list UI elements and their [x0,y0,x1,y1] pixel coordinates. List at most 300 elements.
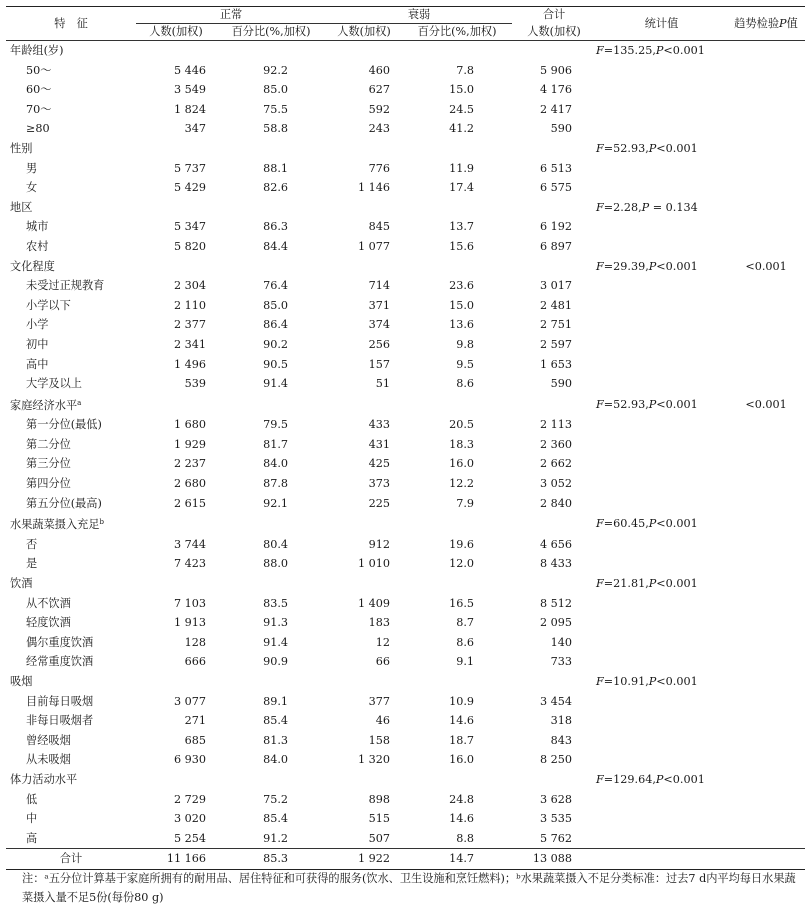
level-label: 轻度饮酒 [26,616,71,630]
empty-cell [512,257,596,277]
empty-cell [596,731,727,751]
normal-pct: 86.3 [263,220,289,234]
empty-cell [727,790,805,810]
normal-n: 3 744 [173,537,206,551]
empty-cell [596,652,727,672]
frail-n: 373 [368,477,391,491]
frail-pct: 16.0 [449,753,475,767]
table-row [6,613,805,633]
frail-n: 1 320 [357,753,391,767]
normal-n: 5 429 [173,181,206,195]
frail-pct: 7.9 [456,496,475,510]
table-row [6,731,805,751]
normal-n: 5 446 [173,63,206,77]
empty-cell [727,217,805,237]
frail-pct: 12.0 [449,557,475,571]
frail-pct: 11.9 [449,161,475,175]
normal-pct: 85.0 [263,83,289,97]
frail-n: 66 [375,655,391,669]
group-label-text: 年龄组(岁) [10,44,64,57]
empty-cell [596,296,727,316]
empty-cell [727,237,805,257]
empty-cell [326,513,402,535]
empty-cell [727,454,805,474]
empty-cell [326,257,402,277]
total-n: 3 017 [540,279,573,293]
header-total-n: 人数(加权) [512,24,596,41]
group-label [6,394,136,416]
table-row [6,535,805,555]
table-row [6,415,805,435]
empty-cell [596,415,727,435]
empty-cell [727,119,805,139]
empty-cell [326,198,402,218]
normal-pct: 89.1 [263,694,289,708]
frail-n: 425 [368,457,391,471]
empty-cell [727,750,805,770]
group-row [6,574,805,594]
level-label: 第五分位(最高) [26,496,102,510]
table-row [6,594,805,614]
header-total: 合计 [512,7,596,24]
frail-n: 776 [368,161,391,175]
empty-cell [727,633,805,653]
empty-cell [512,513,596,535]
frail-pct: 16.5 [449,596,475,610]
frail-pct: 23.6 [449,279,475,293]
empty-cell [727,594,805,614]
empty-cell [136,513,216,535]
header-normal: 正常 [136,7,326,24]
total-frail-pct: 14.7 [402,849,512,870]
level-label: 目前每日吸烟 [26,694,94,708]
total-n: 4 656 [540,537,573,551]
normal-pct: 90.9 [263,655,289,669]
frail-pct: 15.6 [449,239,475,253]
normal-n: 539 [184,377,206,391]
frail-pct: 12.2 [449,477,475,491]
empty-cell [136,139,216,159]
level-label: 农村 [26,239,49,253]
empty-cell [596,633,727,653]
empty-cell [727,61,805,81]
empty-cell [727,315,805,335]
group-label-text: 饮酒 [10,577,33,591]
table-footnote: 注：ᵃ五分位计算基于家庭所拥有的耐用品、居住特征和可获得的服务(饮水、卫生设施和烹饪燃料)；ᵇ水果蔬菜摄入不足分类标准：过去7 d内平均每日水果蔬菜摄入量不足5份(每份80 g) [22,872,796,904]
empty-cell [216,672,326,692]
table-row [6,374,805,394]
empty-cell [596,829,727,849]
empty-cell [596,355,727,375]
normal-n: 1 929 [173,437,206,451]
normal-n: 1 496 [173,357,206,371]
empty-cell [596,790,727,810]
frail-n: 845 [368,220,391,234]
level-label: 第四分位 [26,477,71,491]
table-row [6,750,805,770]
frail-pct: 13.6 [449,318,475,332]
table-row [6,100,805,120]
level-label: 城市 [26,220,49,234]
stat-value: F=21.81,P<0.001 [596,577,698,591]
empty-cell [402,198,512,218]
empty-cell [596,594,727,614]
normal-n: 128 [184,635,206,649]
empty-cell [727,849,805,870]
frailty-table [6,6,805,870]
empty-cell [136,41,216,61]
frail-n: 507 [368,831,391,845]
trend-p-value: <0.001 [745,397,787,411]
frail-n: 460 [368,63,391,77]
frail-n: 225 [368,496,391,510]
level-label: 从未吸烟 [26,753,71,767]
frail-pct: 24.5 [449,102,475,116]
empty-cell [727,276,805,296]
stat-value: F=129.64,P<0.001 [596,772,705,786]
empty-cell [326,394,402,416]
header-feature: 特 征 [6,7,136,41]
table-row [6,454,805,474]
frail-n: 374 [368,318,391,332]
frail-pct: 41.2 [449,122,475,136]
table-row [6,119,805,139]
group-label [6,198,136,218]
total-normal-pct: 85.3 [216,849,326,870]
empty-cell [136,770,216,790]
trend-p-value [727,139,805,159]
empty-cell [402,770,512,790]
group-label [6,139,136,159]
frail-n: 714 [368,279,391,293]
group-label [6,41,136,61]
frail-pct: 18.3 [449,437,475,451]
empty-cell [512,770,596,790]
normal-pct: 84.0 [263,457,289,471]
frail-pct: 7.8 [456,63,475,77]
level-label: 小学以下 [26,298,71,312]
trend-p-value [727,41,805,61]
level-label: 否 [26,537,38,551]
empty-cell [512,198,596,218]
frail-n: 51 [375,377,391,391]
table-row [6,711,805,731]
normal-pct: 91.2 [263,831,289,845]
header-normal-n: 人数(加权) [136,24,216,41]
normal-pct: 85.4 [263,714,289,728]
frail-n: 46 [375,714,391,728]
empty-cell [596,374,727,394]
footnote-marker: b [99,518,104,527]
empty-cell [596,276,727,296]
frail-n: 1 010 [357,557,391,571]
level-label: 非每日吸烟者 [26,714,94,728]
level-label: 未受过正规教育 [26,279,105,293]
table-row [6,61,805,81]
frail-pct: 9.5 [456,357,475,371]
level-label: 低 [26,792,38,806]
empty-cell [596,100,727,120]
empty-cell [326,41,402,61]
total-n: 2 113 [540,418,573,432]
group-label-text: 地区 [10,200,33,214]
normal-n: 347 [184,122,206,136]
frail-n: 12 [375,635,391,649]
total-n: 5 906 [540,63,573,77]
level-label: 大学及以上 [26,377,82,391]
frail-n: 243 [368,122,391,136]
empty-cell [136,198,216,218]
normal-n: 2 304 [173,279,206,293]
total-row [6,849,805,870]
frail-pct: 9.8 [456,337,475,351]
normal-n: 7 103 [173,596,206,610]
frail-pct: 8.6 [456,377,475,391]
frail-n: 515 [368,812,391,826]
level-label: 初中 [26,337,49,351]
empty-cell [596,809,727,829]
group-label [6,672,136,692]
total-n: 3 052 [540,477,573,491]
empty-cell [596,454,727,474]
empty-cell [326,770,402,790]
empty-cell [596,435,727,455]
stat-value: F=60.45,P<0.001 [596,517,698,531]
total-n: 6 192 [540,220,573,234]
frail-n: 912 [368,537,391,551]
normal-n: 2 377 [173,318,206,332]
total-n: 590 [550,377,573,391]
level-label: 第三分位 [26,457,71,471]
empty-cell [727,535,805,555]
empty-cell [512,139,596,159]
table-row [6,494,805,514]
empty-cell [727,652,805,672]
normal-n: 2 680 [173,477,206,491]
level-label: 女 [26,181,38,195]
empty-cell [727,178,805,198]
frail-pct: 15.0 [449,83,475,97]
header-frail: 衰弱 [326,7,512,24]
trend-p-value [727,770,805,790]
normal-pct: 84.4 [263,239,289,253]
level-label: 50～ [26,63,52,77]
empty-cell [512,394,596,416]
level-label: 曾经吸烟 [26,733,71,747]
table-row [6,829,805,849]
frail-pct: 18.7 [449,733,475,747]
empty-cell [326,574,402,594]
normal-pct: 83.5 [263,596,289,610]
normal-n: 5 347 [173,220,206,234]
empty-cell [596,119,727,139]
header-frail-pct: 百分比(%,加权) [402,24,512,41]
normal-n: 2 615 [173,496,206,510]
empty-cell [402,139,512,159]
total-n: 4 176 [540,83,573,97]
total-n: 6 513 [540,161,573,175]
frail-pct: 14.6 [449,812,475,826]
table-row [6,217,805,237]
frail-n: 256 [368,337,391,351]
header-normal-pct: 百分比(%,加权) [216,24,326,41]
empty-cell [727,415,805,435]
normal-pct: 92.1 [263,496,289,510]
empty-cell [596,80,727,100]
empty-cell [512,672,596,692]
group-row [6,672,805,692]
empty-cell [727,374,805,394]
frail-pct: 9.1 [456,655,475,669]
empty-cell [727,711,805,731]
total-frail-n: 1 922 [326,849,402,870]
level-label: 高 [26,831,38,845]
empty-cell [727,296,805,316]
empty-cell [216,139,326,159]
table-row [6,633,805,653]
level-label: 经常重度饮酒 [26,655,94,669]
total-n: 5 762 [540,831,573,845]
normal-pct: 85.0 [263,298,289,312]
table-body [6,41,805,870]
normal-pct: 76.4 [263,279,289,293]
table-row [6,178,805,198]
frail-n: 157 [368,357,391,371]
normal-pct: 75.2 [263,792,289,806]
table-row [6,474,805,494]
table-row [6,315,805,335]
table-row [6,790,805,810]
empty-cell [596,217,727,237]
group-label-text: 吸烟 [10,675,33,688]
group-label-text: 性别 [10,141,33,155]
total-n: 2 481 [540,298,573,312]
frail-n: 592 [368,102,391,116]
empty-cell [727,159,805,179]
group-label [6,257,136,277]
empty-cell [216,41,326,61]
frail-n: 1 409 [357,596,391,610]
frail-n: 898 [368,792,391,806]
normal-pct: 90.5 [263,357,289,371]
normal-n: 666 [184,655,206,669]
total-n: 2 662 [540,457,573,471]
normal-n: 3 020 [173,812,206,826]
empty-cell [596,159,727,179]
total-n: 8 250 [540,753,573,767]
frail-pct: 17.4 [449,181,475,195]
group-label-text: 水果蔬菜摄入充足 [10,518,100,532]
total-n: 2 840 [540,496,573,510]
frail-n: 431 [368,437,391,451]
table-row [6,80,805,100]
empty-cell [727,613,805,633]
empty-cell [596,711,727,731]
stat-value: F=135.25,P<0.001 [596,44,705,57]
empty-cell [596,237,727,257]
frail-pct: 8.7 [456,616,475,630]
group-label-text: 体力活动水平 [10,772,78,786]
empty-cell [512,574,596,594]
normal-pct: 82.6 [263,181,289,195]
table-row [6,237,805,257]
total-n: 2 751 [540,318,573,332]
frail-n: 371 [368,298,391,312]
empty-cell [402,574,512,594]
level-label: 中 [26,812,38,826]
group-row [6,513,805,535]
level-label: 从不饮酒 [26,596,71,610]
normal-n: 1 913 [173,616,206,630]
header-stat: 统计值 [596,7,727,41]
normal-n: 3 077 [173,694,206,708]
group-row [6,41,805,61]
normal-n: 1 680 [173,418,206,432]
normal-pct: 91.4 [263,635,289,649]
normal-n: 271 [184,714,206,728]
group-row [6,394,805,416]
empty-cell [596,535,727,555]
total-n: 3 535 [540,812,573,826]
empty-cell [596,613,727,633]
total-n: 8 512 [540,596,573,610]
normal-n: 2 341 [173,337,206,351]
total-n: 140 [550,635,573,649]
frail-pct: 19.6 [449,537,475,551]
table-row [6,335,805,355]
frail-n: 158 [368,733,391,747]
table-row [6,652,805,672]
normal-pct: 88.0 [263,557,289,571]
normal-pct: 81.7 [263,437,289,451]
empty-cell [402,394,512,416]
level-label: 高中 [26,357,49,371]
normal-n: 7 423 [173,557,206,571]
group-row [6,770,805,790]
stat-value: F=10.91,P<0.001 [596,675,698,688]
empty-cell [136,394,216,416]
level-label: 男 [26,161,38,175]
normal-n: 5 820 [173,239,206,253]
empty-cell [596,494,727,514]
group-row [6,198,805,218]
frail-pct: 10.9 [449,694,475,708]
total-normal-n: 11 166 [136,849,216,870]
group-label [6,770,136,790]
group-label [6,574,136,594]
normal-pct: 86.4 [263,318,289,332]
empty-cell [326,139,402,159]
empty-cell [727,435,805,455]
normal-pct: 84.0 [263,753,289,767]
normal-pct: 87.8 [263,477,289,491]
total-n: 2 597 [540,337,573,351]
normal-n: 6 930 [173,753,206,767]
empty-cell [596,335,727,355]
trend-p-value [727,198,805,218]
total-n: 590 [550,122,573,136]
normal-n: 5 254 [173,831,206,845]
empty-cell [216,394,326,416]
empty-cell [402,257,512,277]
header-frail-n: 人数(加权) [326,24,402,41]
empty-cell [402,41,512,61]
group-label-text: 文化程度 [10,259,55,273]
frail-pct: 24.8 [449,792,475,806]
frail-pct: 8.8 [456,831,475,845]
frail-pct: 8.6 [456,635,475,649]
table-row [6,159,805,179]
